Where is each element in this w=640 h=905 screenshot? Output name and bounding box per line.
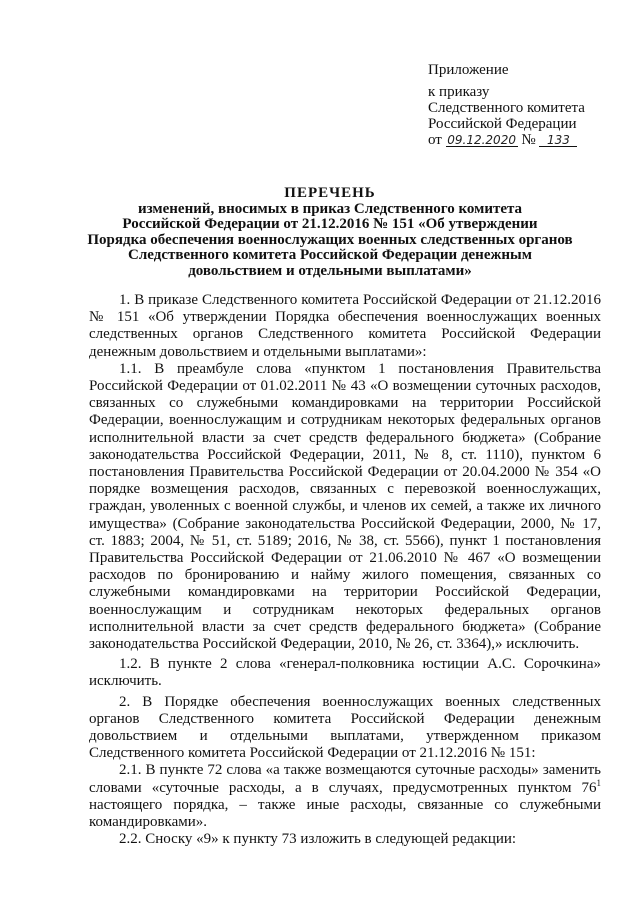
paragraph-2-1 (89, 762, 601, 831)
document-body (89, 292, 601, 849)
appendix-org-line: Следственного комитета (428, 100, 585, 116)
paragraph-1-2: 1.2. В пункте 2 слова «генерал-полковника юстиции А.С. Сорочкина» исключить. (89, 656, 601, 690)
appendix-date-number-line (428, 132, 628, 148)
appendix-country-line: Российской Федерации (428, 116, 577, 132)
paragraph-2: 2. В Порядке обеспечения военнослужащих военных следственных органов Следственного комитета Российской Федерации денежным довольствием и отдельными выплатами, утвержденном приказом Следственного комитета Российской Федерации от 21.12.2016 № 151: (89, 693, 601, 762)
paragraph-2-1-text-cont: настоящего порядка, – также иные расходы, связанные со служебными командировками». (89, 796, 601, 831)
from-label: от (428, 132, 442, 148)
heading-line: изменений, вносимых в приказ Следственного комитета (137, 200, 523, 217)
handwritten-number: 133 (539, 134, 577, 147)
heading-line: Российской Федерации от 21.12.2016 № 151 «Об утверждении (122, 216, 538, 232)
paragraph-2-1-text: 2.1. В пункте 72 слова «а также возмещаются суточные расходы» заменить словами «суточные расходы, а в случаях, предусмотренных пунктом 76 (89, 762, 601, 796)
number-label: № (521, 132, 536, 148)
superscript: 1 (596, 777, 601, 788)
heading-line: довольствием и отдельными выплатами» (188, 262, 472, 279)
appendix-label: Приложение (428, 62, 509, 78)
heading-title: ПЕРЕЧЕНЬ (284, 185, 376, 201)
appendix-order-line: к приказу (428, 84, 490, 100)
paragraph-2-2: 2.2. Сноску «9» к пункту 73 изложить в следующей редакции: (119, 831, 517, 848)
appendix-block (428, 62, 628, 148)
document-heading (80, 186, 580, 279)
paragraph-1-1: 1.1. В преамбуле слова «пунктом 1 постановления Правительства Российской Федерации от 01.02.2011 № 43 «О возмещении суточных расходов, связанных со служебными командировками на территории Российской Федерации, военнослужащим и сотрудникам некоторых федеральных органов исполнительной власти за счет средств федерального бюджета» (Собрание законодательства Российской Федерации, 2011, № 8, ст. 1110), пунктом 6 постановления Правительства Российской Федерации от 20.04.2000 № 354 «О порядке возмещения расходов, связанных с перевозкой военнослужащих, граждан, уволенных с военной службы, и членов их семей, а также их личного имущества» (Собрание законодательства Российской Федерации, 2000, № 17, ст. 1883; 2004, № 51, ст. 5189; 2016, № 38, ст. 5566), пункт 1 постановления Правительства Российской Федерации от 21.06.2010 № 467 «О возмещении расходов по бронированию и найму жилого помещения, связанных со служебными командировками на территории Российской Федерации, военнослужащим и сотрудникам некоторых федеральных органов исполнительной власти за счет средств федерального бюджета» (Собрание законодательства Российской Федерации, 2010, № 26, ст. 3364),» исключить. (89, 360, 601, 653)
heading-line: Порядка обеспечения военнослужащих военных следственных органов (87, 231, 573, 248)
handwritten-date: 09.12.2020 (447, 133, 516, 147)
heading-line: Следственного комитета Российской Федерации денежным (128, 247, 532, 263)
paragraph-1: 1. В приказе Следственного комитета Российской Федерации от 21.12.2016 № 151 «Об утверждении Порядка обеспечения военнослужащих военных следственных органов Следственного комитета Российской Федерации денежным довольствием и отдельными выплатами»: (89, 292, 601, 360)
